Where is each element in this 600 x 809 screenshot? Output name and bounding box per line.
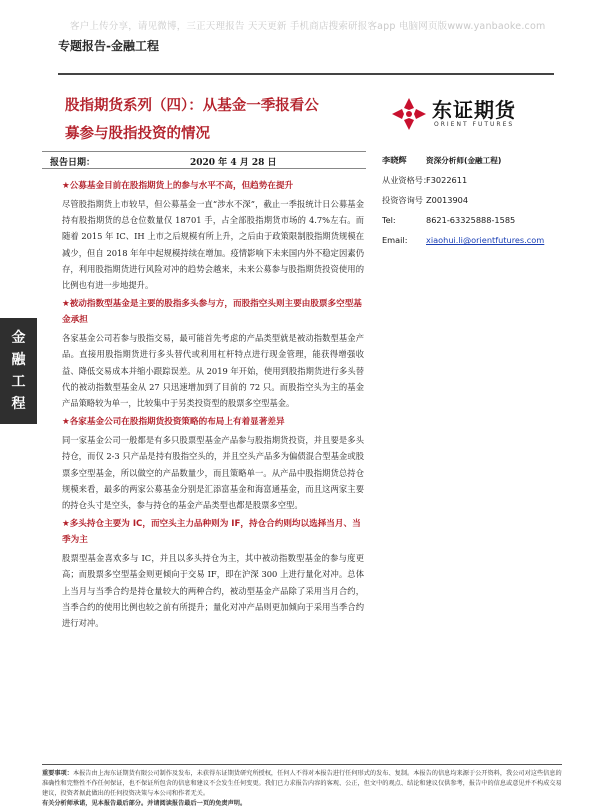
analyst-info — [382, 153, 560, 253]
section-heading: ★公募基金目前在股指期货上的参与水平不高，但趋势在提升 — [62, 181, 294, 191]
logo-mark-icon — [390, 96, 428, 132]
disclaimer-text: 本报告由上海东证期货有限公司制作及发布，未获得东证期货研究所授权，任何人不得对本报告进行任何形式的发布、复制。本报告的信息均来源于公开资料，我公司对这些信息的准确性和完整性不作任何保证，也不保证所包含的信息和建议不会发生任何变更。我们已力求报告内容的客观、公正，但文中的观点、结论和建议仅供参考，报告中的信息或意见并不构成交易建议，投资者据此做出的任何投资决策与本公司和作者无关。 — [42, 770, 562, 797]
side-tab-char: 工 — [11, 374, 26, 390]
section-heading: ★被动指数型基金是主要的股指多头参与方，而股指空头则主要由股票多空型基金承担 — [62, 299, 362, 326]
advisor-label: 投资咨询号 — [382, 195, 423, 205]
report-summary — [62, 178, 364, 634]
disclaimer-last-line: 有关分析师承诺，见本报告最后部分。并请阅读报告最后一页的免责声明。 — [42, 800, 247, 807]
analyst-name: 李晓辉 — [382, 155, 407, 165]
logo-name-cn: 东证期货 — [432, 98, 516, 122]
section-heading: ★各家基金公司在股指期货投资策略的布局上有着显著差异 — [62, 417, 285, 428]
section-paragraph: 股票型基金喜欢多与 IC，并且以多头持仓为主，其中被动指数型基金的参与度更高；而股票多空型基金则更倾向于交易 IF，即在沪深 300 上进行量化对冲。总体上当月与当季合约是持仓量较大的两种合约，被动型基金产品除了采用当月合约，当季合约的使用比例也较之前有所提升；量化对冲产品则更加倾向于采用当季合约进行对冲。 — [62, 553, 364, 629]
report-section-label: 专题报告-金融工程 — [58, 39, 159, 53]
logo-name-en: ORIENT FUTURES — [434, 121, 515, 128]
advisor-value: Z0013904 — [426, 195, 469, 205]
disclaimer-label: 重要事项： — [42, 770, 73, 777]
report-title-line1: 股指期货系列（四）：从基金一季报看公 — [65, 98, 319, 114]
side-tab-char: 金 — [11, 330, 26, 346]
tel-label: Tel: — [382, 215, 396, 225]
disclaimer — [42, 764, 562, 809]
report-date-value: 2020 年 4 月 28 日 — [190, 158, 277, 168]
report-title-line2: 募参与股指投资的情况 — [65, 126, 210, 142]
email-link[interactable]: xiaohui.li@orientfutures.com — [426, 235, 545, 245]
section-paragraph: 尽管股指期货上市较早，但公募基金一直“涉水不深”，截止一季报统计日公募基金持有股指期货的总仓位数量仅 18701 手，占全部股指期货市场的 4.7%左右。而随着 2015 年 IC、IH 上市之后规模有所上升，之后由于政策限制股指期货规模在减少，但自 2018 年年中起规模持续在增加。疫情影响下未来国内外不稳定因素仍存，利用股指期货进行风险对冲的趋势会越来，未来公募参与股指期货投资使用的比例也有进一步地提升。 — [62, 199, 364, 291]
tel-value: 8621-63325888-1585 — [426, 215, 516, 225]
email-label: Email: — [382, 235, 408, 245]
qualification-label: 从业资格号： — [382, 175, 432, 185]
section-paragraph: 各家基金公司若参与股指交易，最可能首先考虑的产品类型就是被动指数型基金产品。直接用股指期货进行多头替代或利用杠杆特点进行现金管理，能获得增强收益、降低交易成本并缩小跟踪误差。从 2019 年开始，使用到股指期货进行多头替代的被动指数型基金从 27 只迅速增加到了目前的 72 只。而股指空头为主的基金产品策略较为单一，比较集中于另类投资型的股票多空型基金。 — [62, 333, 364, 409]
section-paragraph: 同一家基金公司一般都是有多只股票型基金产品参与股指期货投资，并且要是多头持仓，而仅 2-3 只产品是持有股指空头的，并且空头产品多为偏债混合型基金或股票多空型基金，所以做空的产品数量少，而且策略单一。从产品中股指期货总持仓规模来看，最多的两家公募基金分别是汇添富基金和海富通基金，而且这两家主要的持仓头寸是空头，参与持仓的基金产品类型也都是股票多空型。 — [62, 435, 364, 511]
report-date-row — [42, 151, 366, 169]
watermark: 客户上传分享，请见微博，三正天理报告 天天更新 手机商店搜索研报客app 电脑网页版www.yanbaoke.com — [70, 21, 546, 32]
section-heading: ★多头持仓主要为 IC，而空头主力品种则为 IF，持仓合约则均以选择当月、当季为主 — [62, 519, 361, 546]
side-category-tab — [0, 318, 37, 424]
qualification-value: F3022611 — [426, 175, 468, 185]
analyst-role: 资深分析师(金融工程) — [426, 156, 502, 165]
top-divider — [58, 73, 554, 75]
side-tab-char: 融 — [11, 352, 26, 368]
report-date-label: 报告日期： — [50, 158, 96, 168]
side-tab-char: 程 — [11, 396, 26, 412]
company-logo — [390, 94, 560, 134]
